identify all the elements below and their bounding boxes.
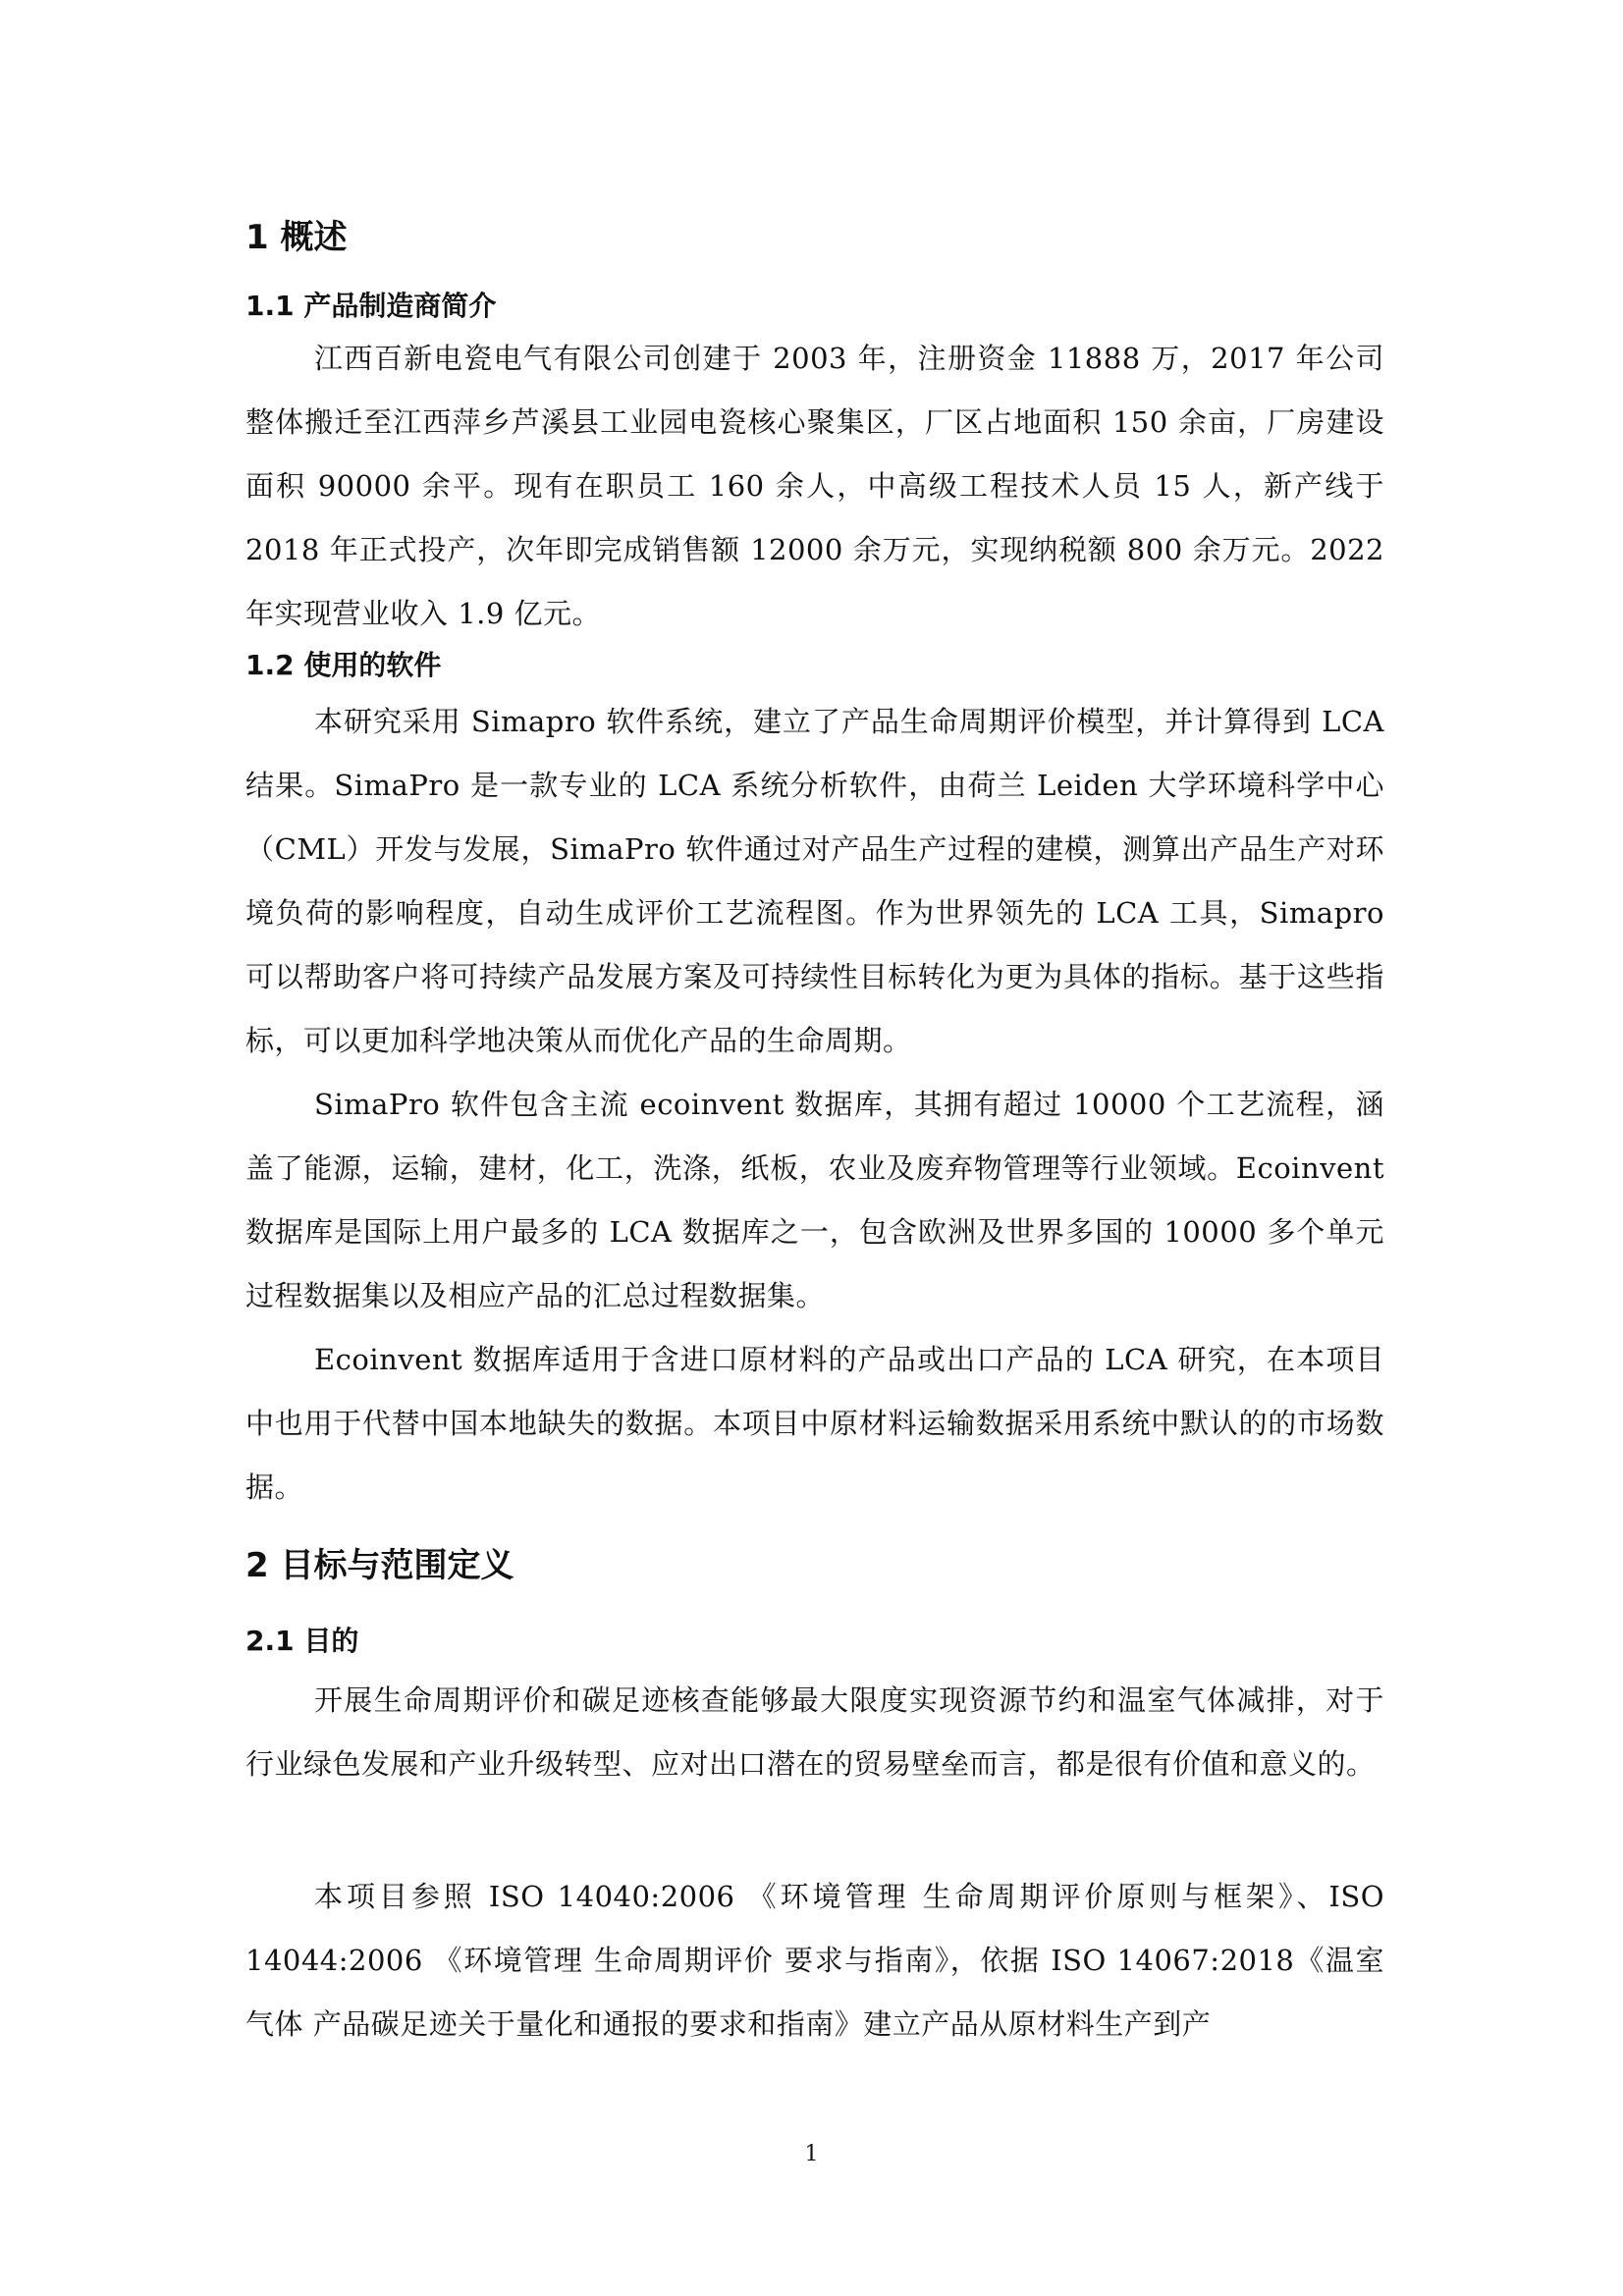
section-2-1-paragraph-1: 开展生命周期评价和碳足迹核查能够最大限度实现资源节约和温室气体减排，对于行业绿色发展和产业升级转型、应对出口潜在的贸易壁垒而言，都是很有价值和意义的。: [245, 1683, 1384, 1781]
section-2-1-paragraph-2: 本项目参照 ISO 14040:2006 《环境管理 生命周期评价原则与框架》、ISO 14044:2006 《环境管理 生命周期评价 要求与指南》，依据 ISO 14067:2018《温室气体 产品碳足迹关于量化和通报的要求和指南》建立产品从原材料生产到产: [245, 1880, 1384, 2041]
section-1-1-heading: 1.1 产品制造商简介: [245, 290, 497, 322]
section-1-2-paragraph-1: 本研究采用 Simapro 软件系统，建立了产品生命周期评价模型，并计算得到 LCA 结果。SimaPro 是一款专业的 LCA 系统分析软件，由荷兰 Leiden 大学环境科学中心（CML）开发与发展，SimaPro 软件通过对产品生产过程的建模，测算出产品生产对环境负荷的影响程度，自动生成评价工艺流程图。作为世界领先的 LCA 工具，Simapro 可以帮助客户将可持续产品发展方案及可持续性目标转化为更为具体的指标。基于这些指标，可以更加科学地决策从而优化产品的生命周期。: [245, 705, 1384, 1057]
section-1-1-paragraph-1: 江西百新电瓷电气有限公司创建于 2003 年，注册资金 11888 万，2017 年公司整体搬迁至江西萍乡芦溪县工业园电瓷核心聚集区，厂区占地面积 150 余亩，厂房建设面积 90000 余平。现有在职员工 160 余人，中高级工程技术人员 15 人，新产线于 2018 年正式投产，次年即完成销售额 12000 余万元，实现纳税额 800 余万元。2022 年实现营业收入 1.9 亿元。: [245, 342, 1384, 630]
section-1-2-paragraph-3: Ecoinvent 数据库适用于含进口原材料的产品或出口产品的 LCA 研究，在本项目中也用于代替中国本地缺失的数据。本项目中原材料运输数据采用系统中默认的的市场数据。: [245, 1343, 1384, 1504]
section-2-1-heading: 2.1 目的: [245, 1625, 359, 1657]
section-1-2-heading: 1.2 使用的软件: [245, 649, 442, 681]
page-number: 1: [804, 2142, 819, 2166]
section-2-heading: 2 目标与范围定义: [245, 1546, 514, 1585]
section-1-2-paragraph-2: SimaPro 软件包含主流 ecoinvent 数据库，其拥有超过 10000 个工艺流程，涵盖了能源，运输，建材，化工，洗涤，纸板，农业及废弃物管理等行业领域。Ecoinvent 数据库是国际上用户最多的 LCA 数据库之一，包含欧洲及世界多国的 10000 多个单元过程数据集以及相应产品的汇总过程数据集。: [245, 1088, 1384, 1312]
section-1-heading: 1 概述: [245, 218, 348, 257]
